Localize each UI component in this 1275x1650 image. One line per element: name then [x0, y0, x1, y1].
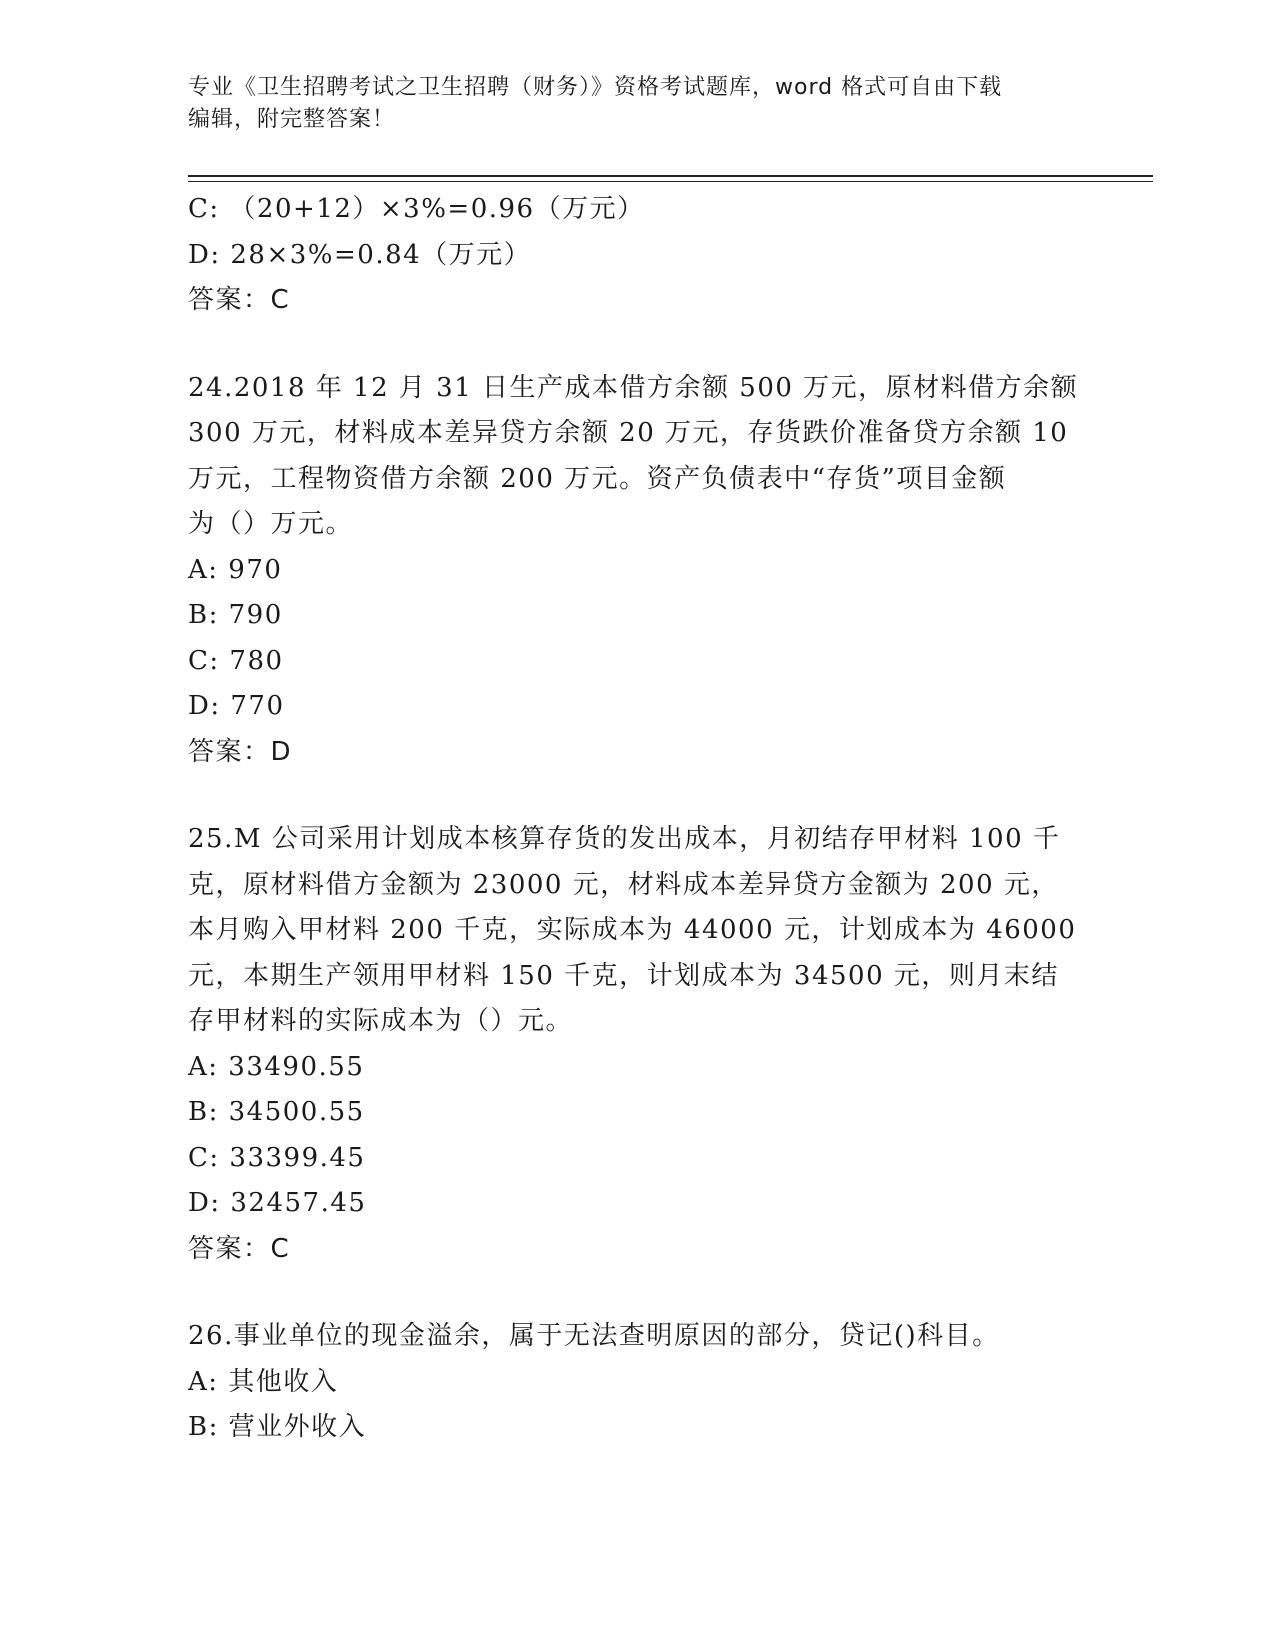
question-text-line: 克，原材料借方金额为 23000 元，材料成本差异贷方金额为 200 元，	[188, 869, 1059, 900]
spacer	[188, 775, 1088, 817]
question-24	[188, 366, 1088, 776]
question-text-line: 26.事业单位的现金溢余，属于无法查明原因的部分，贷记()科目。	[188, 1321, 1000, 1351]
spacer	[188, 324, 1088, 366]
header-divider-thin	[188, 181, 1153, 182]
option-b: B: 营业外收入	[188, 1412, 367, 1442]
question-text-line: 存甲材料的实际成本为（）元。	[188, 1006, 574, 1036]
header-divider-thick	[188, 175, 1153, 177]
option-a: A: 其他收入	[188, 1366, 339, 1397]
option-b: B: 34500.55	[188, 1097, 365, 1127]
option-b: B: 790	[188, 600, 283, 630]
question-text-line: 为（）万元。	[188, 509, 354, 539]
option-c: C: （20+12）×3%=0.96（万元）	[188, 194, 645, 224]
question-text-line: 本月购入甲材料 200 千克，实际成本为 44000 元，计划成本为 46000	[188, 915, 1077, 945]
spacer	[188, 1272, 1088, 1314]
question-text-line: 万元，工程物资借方余额 200 万元。资产负债表中“存货”项目金额	[188, 463, 1007, 494]
option-a: A: 970	[188, 554, 283, 585]
document-body	[188, 187, 1088, 1451]
option-d: D: 32457.45	[188, 1188, 367, 1218]
option-d: D: 770	[188, 691, 285, 721]
option-d: D: 28×3%=0.84（万元）	[188, 239, 532, 270]
question-text-line: 元，本期生产领用甲材料 150 千克，计划成本为 34500 元，则月末结	[188, 960, 1059, 991]
option-c: C: 33399.45	[188, 1142, 366, 1173]
question-text-line: 300 万元，材料成本差异贷方余额 20 万元，存货跌价准备贷方余额 10	[188, 418, 1069, 448]
header-line-2: 编辑，附完整答案！	[188, 107, 396, 132]
option-a: A: 33490.55	[188, 1051, 365, 1082]
header-line-1: 专业《卫生招聘考试之卫生招聘（财务）》资格考试题库，word 格式可自由下载	[188, 75, 1003, 100]
prev-question	[188, 187, 1088, 324]
question-26	[188, 1314, 1088, 1451]
question-text-line: 24.2018 年 12 月 31 日生产成本借方余额 500 万元，原材料借方余额	[188, 372, 1079, 403]
answer: 答案：C	[188, 285, 291, 315]
question-25	[188, 817, 1088, 1272]
answer: 答案：C	[188, 1233, 291, 1264]
option-c: C: 780	[188, 645, 284, 676]
document-header	[188, 72, 1078, 136]
question-text-line: 25.M 公司采用计划成本核算存货的发出成本，月初结存甲材料 100 千	[188, 824, 1061, 854]
answer: 答案：D	[188, 736, 293, 767]
